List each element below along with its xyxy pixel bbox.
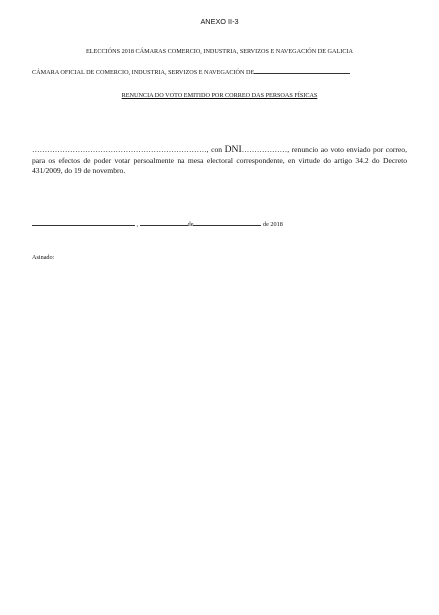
year-text: de 2018 [261, 221, 283, 228]
chamber-label: CÁMARA OFICIAL DE COMERCIO, INDUSTRIA, SERVIZOS E NAVEGACIÓN DE [32, 69, 255, 76]
statement-text: renuncio ao voto enviado por correo, para os efectos de poder votar persoalmente na mesa electoral correspondente, en virtude do artigo 34.2 do Decreto 431/2009, do 19 de novembro. [32, 145, 407, 176]
month-blank[interactable] [193, 219, 261, 226]
dni-label: DNI [224, 144, 242, 155]
place-date-line [32, 219, 283, 228]
form-title: RENUNCIA DO VOTO EMITIDO POR CORREO DAS PERSOAS FÍSICAS [121, 92, 318, 99]
annex-title: ANEXO II-3 [200, 17, 239, 26]
day-blank[interactable] [140, 219, 188, 226]
place-comma: , [135, 221, 140, 228]
name-blank[interactable]: ……………………………………………………………, [32, 145, 209, 154]
chamber-name-blank[interactable] [254, 67, 350, 74]
de-word: de [187, 221, 194, 228]
place-blank[interactable] [32, 219, 135, 226]
waiver-statement [32, 145, 407, 177]
con-word: con [208, 145, 225, 154]
chamber-line [32, 67, 350, 76]
signature-label: Asinado: [32, 254, 55, 261]
dni-blank[interactable]: ………………, [241, 145, 290, 154]
election-heading: ELECCIÓNS 2018 CÁMARAS COMERCIO, INDUSTRIA, SERVIZOS E NAVEGACIÓN DE GALICIA [85, 48, 353, 55]
